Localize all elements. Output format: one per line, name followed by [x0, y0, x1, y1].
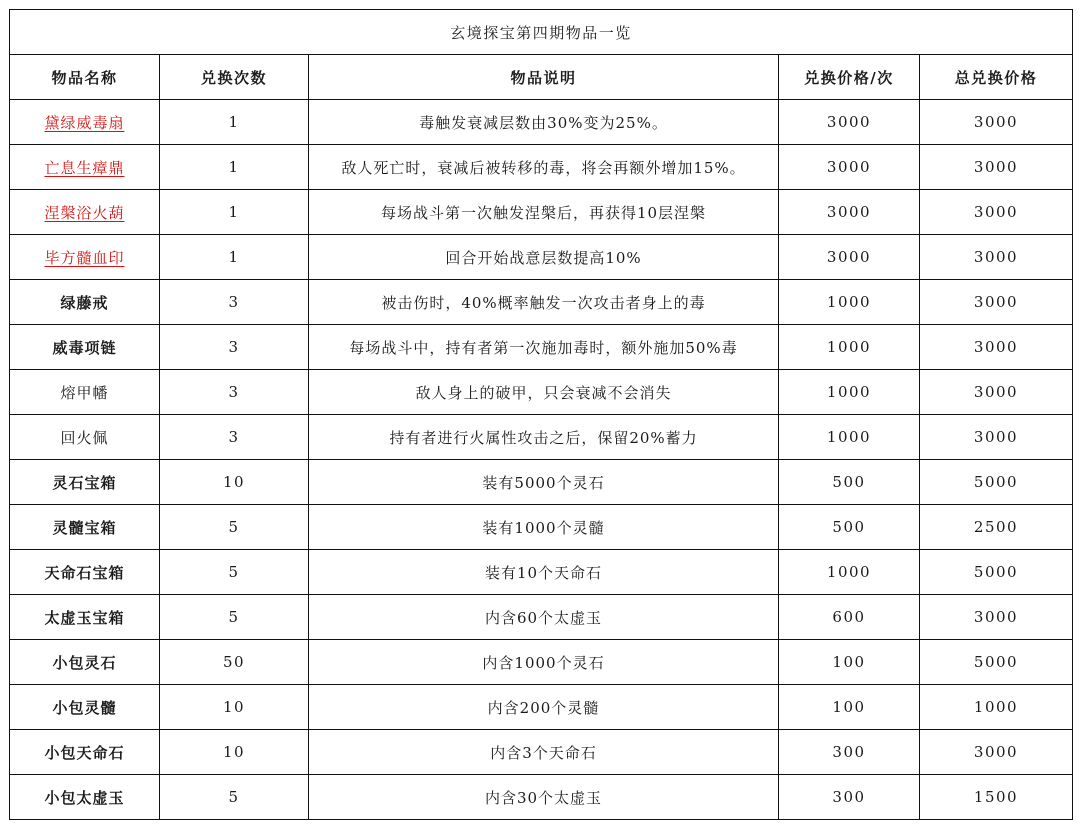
table-row — [10, 505, 1073, 550]
unit-price-cell: 1000 — [779, 550, 920, 595]
exchange-count-cell: 1 — [160, 235, 309, 280]
exchange-count-cell: 5 — [160, 550, 309, 595]
unit-price-cell: 600 — [779, 595, 920, 640]
title-row — [10, 10, 1073, 55]
total-price-cell: 1000 — [920, 685, 1073, 730]
item-name-cell: 威毒项链 — [10, 325, 160, 370]
total-price-cell: 1500 — [920, 775, 1073, 820]
table-row — [10, 460, 1073, 505]
unit-price-cell: 500 — [779, 460, 920, 505]
item-description-cell: 内含200个灵髓 — [309, 685, 779, 730]
total-price-cell: 2500 — [920, 505, 1073, 550]
item-name-cell: 回火佩 — [10, 415, 160, 460]
item-description-cell: 内含30个太虚玉 — [309, 775, 779, 820]
unit-price-cell: 500 — [779, 505, 920, 550]
total-price-cell: 3000 — [920, 325, 1073, 370]
table-row — [10, 640, 1073, 685]
header-exchange-count: 兑换次数 — [160, 55, 309, 100]
item-description-cell: 装有5000个灵石 — [309, 460, 779, 505]
exchange-count-cell: 3 — [160, 370, 309, 415]
item-description-cell: 敌人死亡时，衰减后被转移的毒，将会再额外增加15%。 — [309, 145, 779, 190]
item-name-cell[interactable]: 涅槃浴火葫 — [10, 190, 160, 235]
item-description-cell: 内含60个太虚玉 — [309, 595, 779, 640]
exchange-count-cell: 3 — [160, 325, 309, 370]
exchange-count-cell: 3 — [160, 280, 309, 325]
exchange-count-cell: 1 — [160, 145, 309, 190]
total-price-cell: 3000 — [920, 145, 1073, 190]
item-name-cell: 小包灵石 — [10, 640, 160, 685]
exchange-count-cell: 5 — [160, 775, 309, 820]
unit-price-cell: 300 — [779, 730, 920, 775]
table-row — [10, 280, 1073, 325]
item-description-cell: 被击伤时，40%概率触发一次攻击者身上的毒 — [309, 280, 779, 325]
item-name-cell: 小包太虚玉 — [10, 775, 160, 820]
item-description-cell: 内含3个天命石 — [309, 730, 779, 775]
unit-price-cell: 100 — [779, 640, 920, 685]
total-price-cell: 5000 — [920, 550, 1073, 595]
unit-price-cell: 3000 — [779, 235, 920, 280]
item-description-cell: 每场战斗中，持有者第一次施加毒时，额外施加50%毒 — [309, 325, 779, 370]
table-row — [10, 730, 1073, 775]
exchange-count-cell: 1 — [160, 100, 309, 145]
item-name-cell: 小包灵髓 — [10, 685, 160, 730]
item-description-cell: 回合开始战意层数提高10% — [309, 235, 779, 280]
unit-price-cell: 3000 — [779, 100, 920, 145]
table-row — [10, 775, 1073, 820]
item-sheet — [9, 9, 1072, 820]
header-row — [10, 55, 1073, 100]
unit-price-cell: 100 — [779, 685, 920, 730]
item-name-cell: 灵石宝箱 — [10, 460, 160, 505]
table-row — [10, 370, 1073, 415]
exchange-count-cell: 3 — [160, 415, 309, 460]
unit-price-cell: 300 — [779, 775, 920, 820]
table-row — [10, 145, 1073, 190]
total-price-cell: 3000 — [920, 100, 1073, 145]
items-table — [9, 9, 1073, 820]
item-name-cell: 天命石宝箱 — [10, 550, 160, 595]
item-name-cell: 熔甲幡 — [10, 370, 160, 415]
item-description-cell: 内含1000个灵石 — [309, 640, 779, 685]
item-description-cell: 毒触发衰减层数由30%变为25%。 — [309, 100, 779, 145]
table-row — [10, 235, 1073, 280]
item-description-cell: 持有者进行火属性攻击之后，保留20%蓄力 — [309, 415, 779, 460]
total-price-cell: 5000 — [920, 640, 1073, 685]
item-name-cell: 绿藤戒 — [10, 280, 160, 325]
item-name-cell: 灵髓宝箱 — [10, 505, 160, 550]
item-description-cell: 装有10个天命石 — [309, 550, 779, 595]
item-name-cell[interactable]: 黛绿威毒扇 — [10, 100, 160, 145]
total-price-cell: 3000 — [920, 415, 1073, 460]
exchange-count-cell: 5 — [160, 595, 309, 640]
exchange-count-cell: 1 — [160, 190, 309, 235]
table-row — [10, 550, 1073, 595]
unit-price-cell: 3000 — [779, 190, 920, 235]
item-name-cell[interactable]: 亡息生瘴鼎 — [10, 145, 160, 190]
total-price-cell: 3000 — [920, 190, 1073, 235]
table-row — [10, 100, 1073, 145]
header-item-name: 物品名称 — [10, 55, 160, 100]
item-name-cell: 太虚玉宝箱 — [10, 595, 160, 640]
table-row — [10, 685, 1073, 730]
table-row — [10, 595, 1073, 640]
exchange-count-cell: 10 — [160, 730, 309, 775]
total-price-cell: 5000 — [920, 460, 1073, 505]
table-row — [10, 190, 1073, 235]
unit-price-cell: 1000 — [779, 280, 920, 325]
exchange-count-cell: 10 — [160, 685, 309, 730]
header-total-price: 总兑换价格 — [920, 55, 1073, 100]
total-price-cell: 3000 — [920, 370, 1073, 415]
item-description-cell: 装有1000个灵髓 — [309, 505, 779, 550]
item-description-cell: 每场战斗第一次触发涅槃后，再获得10层涅槃 — [309, 190, 779, 235]
table-row — [10, 415, 1073, 460]
sheet-title: 玄境探宝第四期物品一览 — [10, 10, 1073, 55]
header-item-description: 物品说明 — [309, 55, 779, 100]
unit-price-cell: 1000 — [779, 370, 920, 415]
exchange-count-cell: 10 — [160, 460, 309, 505]
item-description-cell: 敌人身上的破甲，只会衰减不会消失 — [309, 370, 779, 415]
unit-price-cell: 1000 — [779, 415, 920, 460]
unit-price-cell: 3000 — [779, 145, 920, 190]
total-price-cell: 3000 — [920, 235, 1073, 280]
unit-price-cell: 1000 — [779, 325, 920, 370]
header-unit-price: 兑换价格/次 — [779, 55, 920, 100]
total-price-cell: 3000 — [920, 730, 1073, 775]
table-row — [10, 325, 1073, 370]
exchange-count-cell: 5 — [160, 505, 309, 550]
item-name-cell[interactable]: 毕方髓血印 — [10, 235, 160, 280]
exchange-count-cell: 50 — [160, 640, 309, 685]
total-price-cell: 3000 — [920, 595, 1073, 640]
item-name-cell: 小包天命石 — [10, 730, 160, 775]
total-price-cell: 3000 — [920, 280, 1073, 325]
